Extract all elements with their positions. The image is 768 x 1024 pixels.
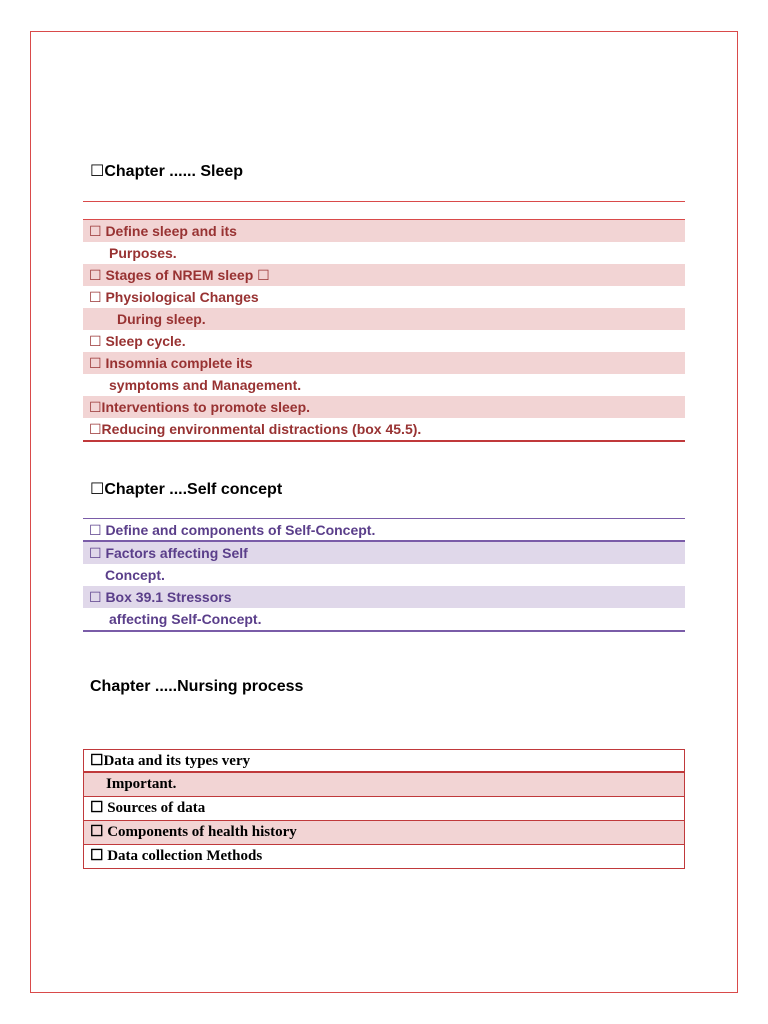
self-concept-topic-list bbox=[83, 518, 685, 632]
sleep-topic-list bbox=[83, 219, 685, 442]
list-item: ☐ Physiological Changes bbox=[89, 289, 259, 305]
chapter-sleep-heading: ☐Chapter ...... Sleep bbox=[90, 161, 243, 183]
list-item: ☐ Define and components of Self-Concept. bbox=[83, 519, 685, 542]
chapter-nursing-process-heading: Chapter .....Nursing process bbox=[90, 678, 304, 695]
list-item: ☐ Sleep cycle. bbox=[89, 333, 186, 349]
list-item: ☐ Define sleep and its bbox=[83, 220, 685, 242]
list-item: Concept. bbox=[105, 567, 165, 583]
table-row: ☐ Data collection Methods bbox=[83, 845, 685, 869]
nursing-process-topic-table bbox=[83, 749, 685, 869]
chapter-self-concept-heading: ☐Chapter ....Self concept bbox=[90, 479, 282, 501]
table-row: ☐ Sources of data bbox=[83, 797, 685, 821]
list-item: ☐ Stages of NREM sleep ☐ bbox=[83, 264, 685, 286]
list-item: Purposes. bbox=[109, 245, 177, 261]
checkbox-icon: ☐ bbox=[90, 481, 105, 498]
list-item: ☐Reducing environmental distractions (box 45.5). bbox=[89, 421, 422, 437]
list-item: ☐ Factors affecting Self bbox=[83, 542, 685, 564]
list-item: ☐ Box 39.1 Stressors bbox=[83, 586, 685, 608]
checkbox-icon: ☐ bbox=[90, 163, 105, 180]
list-item: During sleep. bbox=[83, 308, 685, 330]
list-item: ☐ Insomnia complete its bbox=[83, 352, 685, 374]
list-item: symptoms and Management. bbox=[109, 377, 302, 393]
list-item: ☐Interventions to promote sleep. bbox=[83, 396, 685, 418]
divider bbox=[83, 201, 685, 202]
table-row: ☐ Components of health history bbox=[83, 821, 685, 845]
list-item: affecting Self-Concept. bbox=[109, 611, 262, 627]
table-row: Important. bbox=[83, 773, 685, 797]
table-row: ☐Data and its types very bbox=[83, 749, 685, 773]
